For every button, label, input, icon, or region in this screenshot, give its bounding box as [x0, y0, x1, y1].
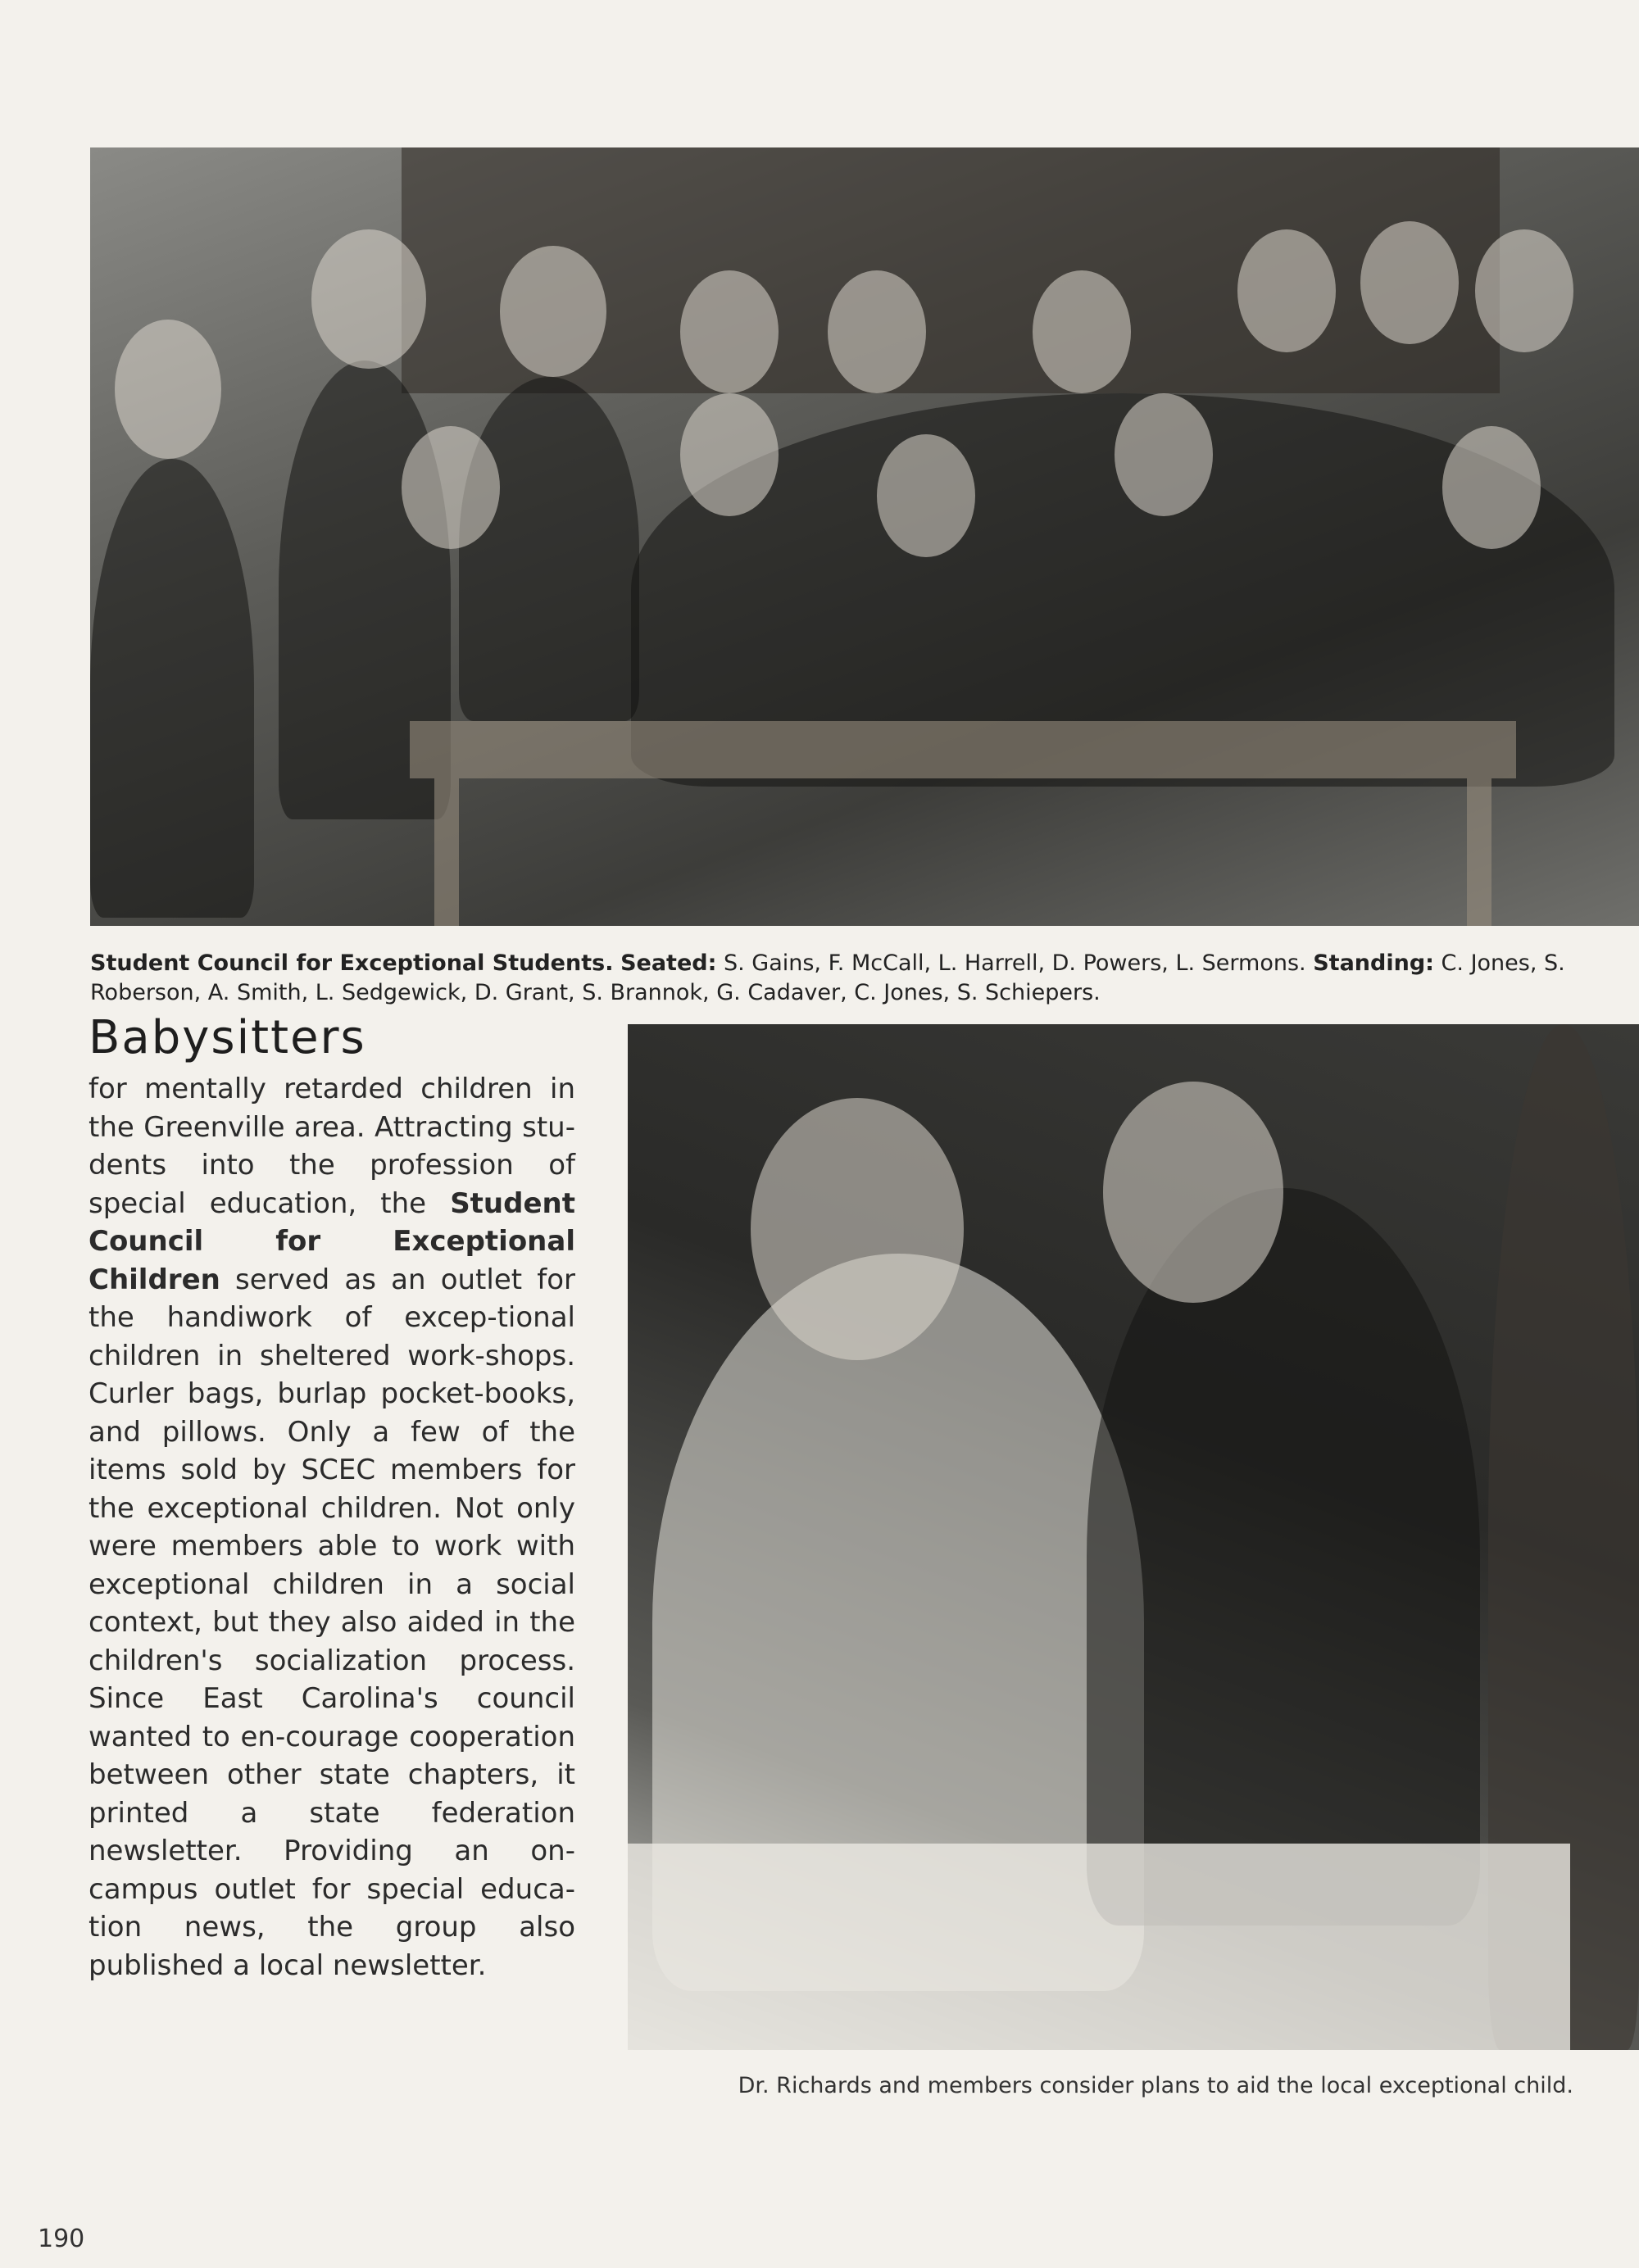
caption-title: Student Council for Exceptional Students.: [90, 950, 614, 976]
standing-label: Standing:: [1313, 950, 1434, 976]
staff-photo-caption: Dr. Richards and members consider plans to aid the local exceptional child.: [738, 2073, 1573, 2098]
standing-names-line1: C. Jones, S.: [1441, 950, 1565, 976]
staff-photo: [628, 1024, 1639, 2050]
seated-names: S. Gains, F. McCall, L. Harrell, D. Powers, L. Sermons.: [723, 950, 1306, 976]
page-number: 190: [38, 2225, 85, 2253]
group-photo-caption: [90, 949, 1639, 1008]
article-bold-phrase: Student Council for Exceptional Children: [89, 1186, 575, 1296]
article-heading: Babysitters: [89, 1011, 366, 1064]
seated-label: Seated:: [620, 950, 717, 976]
article-text-part2: served as an outlet for the handiwork of excep-tional children in sheltered work-shops. Curler bags, burlap pocket-books, and pillows. Only a few of the items sold by SCEC members for the exceptional children. Not only were members able to work with exceptional children in a social context, but they also aided in the children's socialization process. Since East Carolina's council wanted to en-courage cooperation between other state chapters, it printed a state federation newsletter. Providing an on-campus outlet for special educa-tion news, the group also published a local newsletter.: [89, 1263, 575, 1982]
article-body: [89, 1070, 575, 1984]
group-photo: [90, 147, 1639, 926]
standing-names-line2: Roberson, A. Smith, L. Sedgewick, D. Grant, S. Brannok, G. Cadaver, C. Jones, S. Schiepers.: [90, 980, 1101, 1005]
article-text-part1: for mentally retarded children in the Greenville area. Attracting stu-dents into the profession of special education, the: [89, 1073, 575, 1220]
